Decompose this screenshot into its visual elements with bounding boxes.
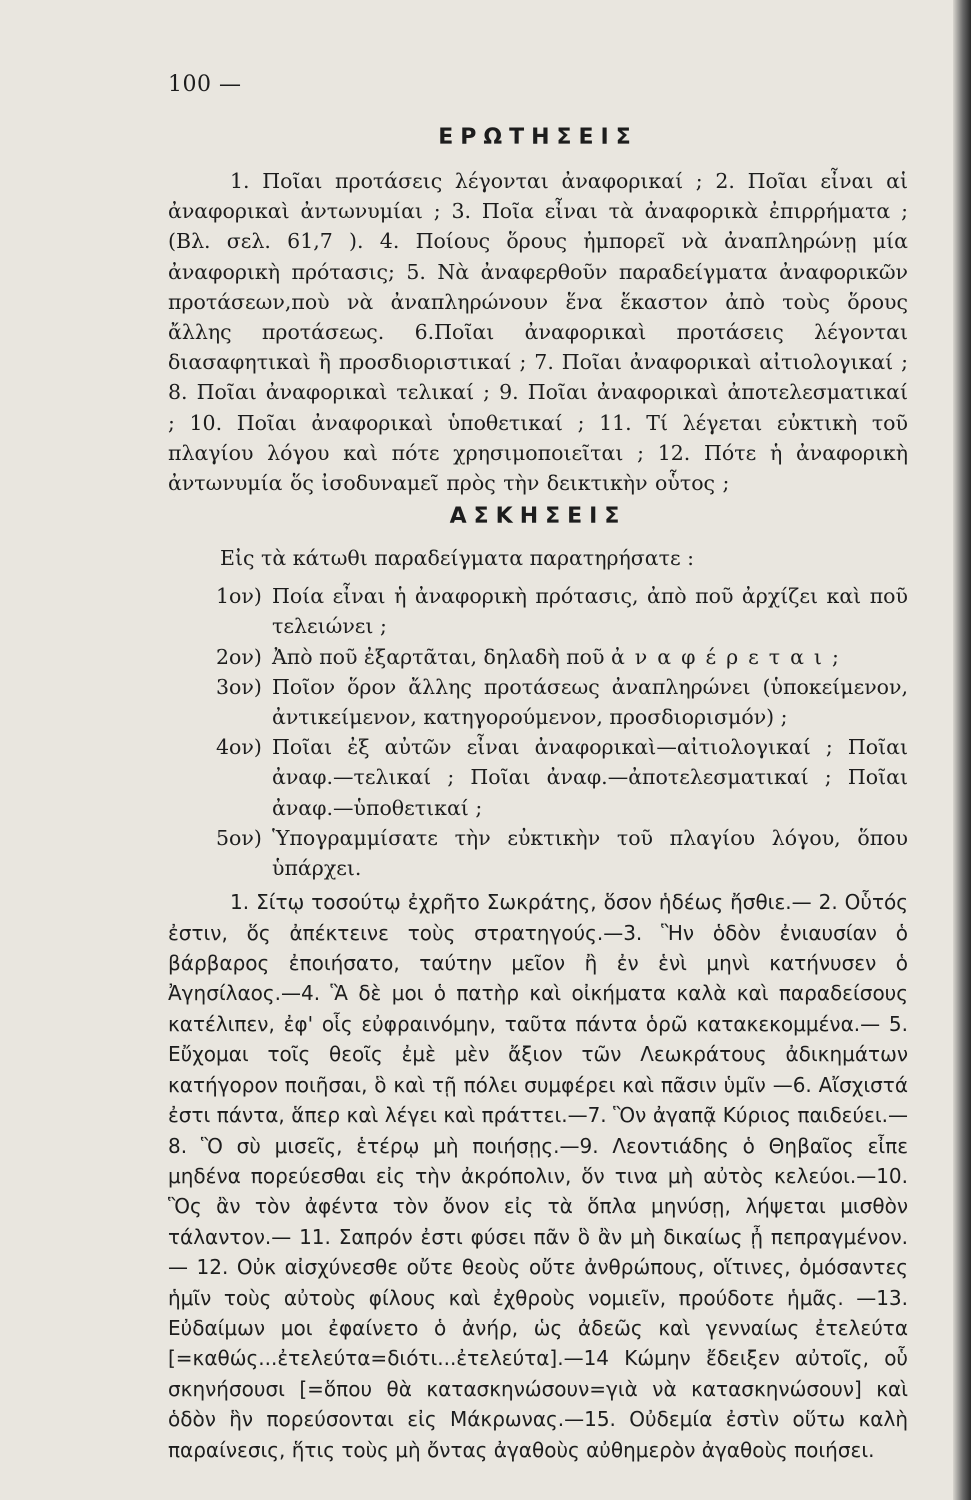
- item-number: 1ον): [216, 584, 262, 609]
- list-item: [168, 732, 908, 823]
- page-number: 100 —: [168, 72, 242, 97]
- exercise-sentences: 1. Σίτῳ τοσούτῳ ἐχρῆτο Σωκράτης, ὅσον ἡδέως ἤσθιε.— 2. Οὗτός ἐστιν, ὅς ἀπέκτεινε τοὺς στρατηγούς.—3. Ἣν ὁδὸν ἐνιαυσίαν ὁ βάρβαρος ἐποιήσατο, ταύτην μεῖον ἢ ἐν ἑνὶ μηνὶ κατήνυσεν ὁ Ἀγησίλαος.—4. Ἃ δὲ μοι ὁ πατὴρ καὶ οἰκήματα καλὰ καὶ παραδείσους κατέλιπεν, ἐφ' οἷς εὐφραινόμην, ταῦτα πάντα ὁρῶ κατακεκομμένα.— 5. Εὔχομαι τοῖς θεοῖς ἐμὲ μὲν ἄξιον τῶν Λεωκράτους ἀδικημάτων κατήγορον ποιῆσαι, ὃ καὶ τῇ πόλει συμφέρει καὶ πᾶσιν ὑμῖν —6. Αἴσχιστά ἐστι πάντα, ἅπερ καὶ λέγει καὶ πράττει.—7. Ὃν ἀγαπᾷ Κύριος παιδεύει.—8. Ὃ σὺ μισεῖς, ἑτέρῳ μὴ ποιήσῃς.—9. Λεοντιάδης ὁ Θηβαῖος εἶπε μηδένα πορεύεσθαι εἰς τὴν ἀκρόπολιν, ὅν τινα μὴ αὐτὸς κελεύοι.—10. Ὃς ἂν τὸν ἀφέντα τὸν ὄνον εἰς τὰ ὅπλα μηνύσῃ, λήψεται μισθὸν τάλαντον.— 11. Σαπρόν ἐστι φύσει πᾶν ὃ ἂν μὴ δικαίως ᾖ πεπραγμένον.— 12. Οὐκ αἰσχύνεσθε οὔτε θεοὺς οὔτε ἀνθρώπους, οἵτινες, ὀμόσαντες ἡμῖν τοὺς αὐτοὺς φίλους καὶ ἐχθροὺς νομιεῖν, προύδοτε ἡμᾶς. —13. Εὐδαίμων μοι ἐφαίνετο ὁ ἀνήρ, ὡς ἀδεῶς καὶ γενναίως ἐτελεύτα [=καθώς...ἐτελεύτα=διότι...ἐτελεύτα].—14 Κώμην ἔδειξεν αὐτοῖς, οὗ σκηνήσουσι [=ὅπου θὰ κατασκηνώσουν=γιὰ νὰ κατασκηνώσουν] καὶ ὁδὸν ἣν πορεύσονται εἰς Μάκρωνας.—15. Οὐδεμία ἐστὶν οὕτω καλὴ παραίνεσις, ἥτις τοὺς μὴ ὄντας ἀγαθοὺς αὐθημερὸν ἀγαθοὺς ποιήσει.: [168, 890, 908, 1462]
- list-item: [168, 642, 908, 672]
- item-number: 2ον): [216, 644, 262, 669]
- questions-heading: ΕΡΩΤΗΣΕΙΣ: [438, 125, 638, 150]
- item-text: Ποία εἶναι ἡ ἀναφορικὴ πρότασις, ἀπὸ ποῦ ἀρχίζει καὶ ποῦ τελειώνει ;: [272, 584, 908, 639]
- scan-edge: [953, 0, 971, 1500]
- list-item: [168, 823, 908, 883]
- exercises-heading: ΑΣΚΗΣΕΙΣ: [449, 504, 627, 530]
- instructions-list: [168, 581, 908, 883]
- list-item: [168, 672, 908, 732]
- list-item: [168, 581, 908, 641]
- item-number: 5ον): [216, 825, 262, 850]
- item-text: Ποῖαι ἐξ αὐτῶν εἶναι ἀναφορικαὶ—αἰτιολογικαί ; Ποῖαι ἀναφ.—τελικαί ; Ποῖαι ἀναφ.—ἀποτελεσματικαί ; Ποῖαι ἀναφ.—ὑποθετικαί ;: [272, 735, 908, 820]
- book-page: [168, 72, 908, 1465]
- item-number: 3ον): [216, 674, 262, 699]
- item-number: 4ον): [216, 735, 262, 760]
- item-text: Ποῖον ὅρον ἄλλης προτάσεως ἀναπληρώνει (ὑποκείμενον, ἀντικείμενον, κατηγορούμενον, προσδιορισμόν) ;: [272, 674, 908, 730]
- item-text: Ὑπογραμμίσατε τὴν εὐκτικὴν τοῦ πλαγίου λόγου, ὅπου ὑπάρχει.: [272, 825, 908, 881]
- item-text-spaced: ἀναφέρεται;: [610, 644, 849, 669]
- item-text: [272, 642, 908, 672]
- item-text-part: Ἀπὸ ποῦ ἐξαρτᾶται, δηλαδὴ ποῦ: [272, 644, 611, 669]
- questions-paragraph: 1. Ποῖαι προτάσεις λέγονται ἀναφορικαί ; 2. Ποῖαι εἶναι αἱ ἀναφορικαὶ ἀντωνυμίαι ; 3. Ποῖα εἶναι τὰ ἀναφορικὰ ἐπιρρήματα ; (Βλ. σελ. 61,7 ). 4. Ποίους ὅρους ἠμπορεῖ νὰ ἀναπληρώνῃ μία ἀναφορικὴ πρότασις; 5. Νὰ ἀναφερθοῦν παραδείγματα ἀναφορικῶν προτάσεων,ποὺ νὰ ἀναπληρώνουν ἕνα ἕκαστον ἀπὸ τοὺς ὅρους ἄλλης προτάσεως. 6.Ποῖαι ἀναφορικαὶ προτάσεις λέγονται διασαφητικαὶ ἢ προσδιοριστικαί ; 7. Ποῖαι ἀναφορικαὶ αἰτιολογικαί ; 8. Ποῖαι ἀναφορικαὶ τελικαί ; 9. Ποῖαι ἀναφορικαὶ ἀποτελεσματικαί ; 10. Ποῖαι ἀναφορικαὶ ὑποθετικαί ; 11. Τί λέγεται εὐκτικὴ τοῦ πλαγίου λόγου καὶ πότε χρησιμοποιεῖται ; 12. Πότε ἡ ἀναφορικὴ ἀντωνυμία ὅς ἰσοδυναμεῖ πρὸς τὴν δεικτικὴν οὗτος ;: [168, 169, 908, 496]
- exercises-intro: Εἰς τὰ κάτωθι παραδείγματα παρατηρήσατε :: [220, 546, 695, 571]
